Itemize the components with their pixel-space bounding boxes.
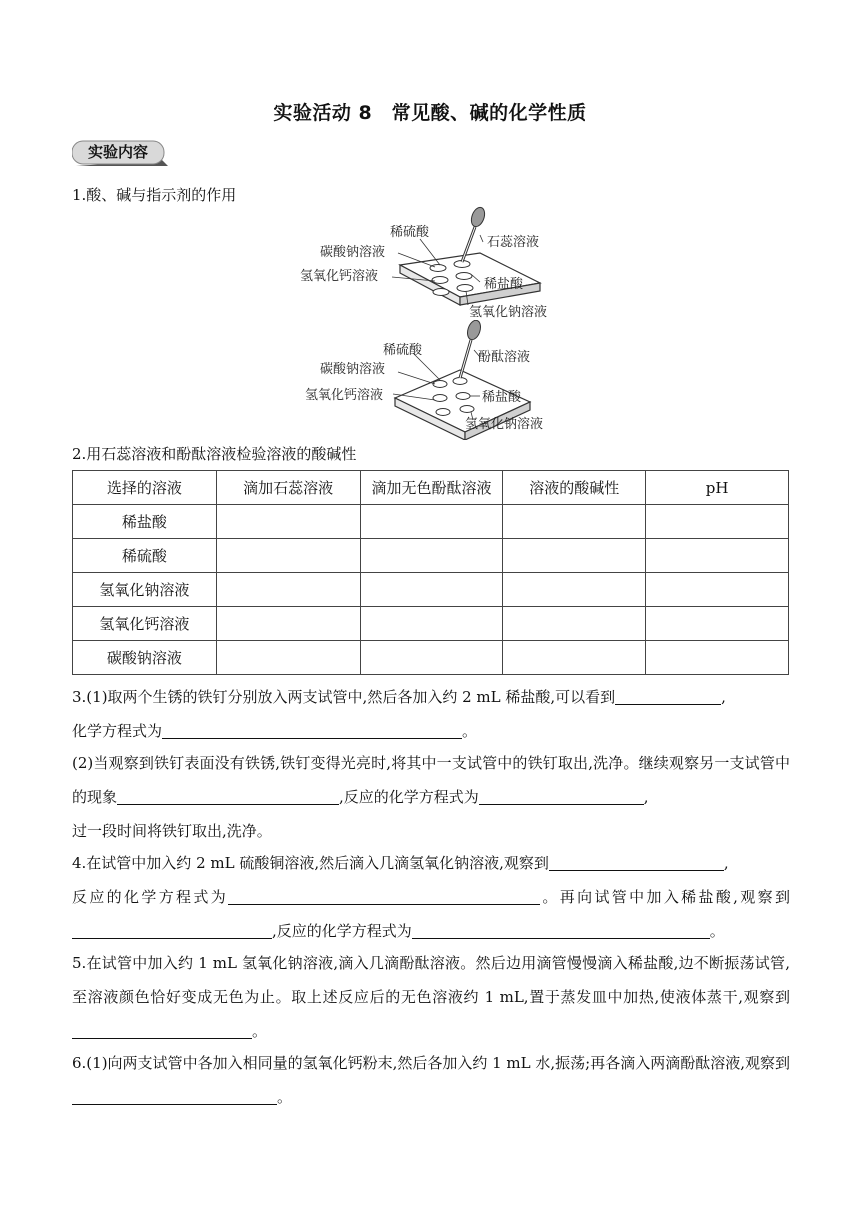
table-header: 滴加石蕊溶液 [216, 471, 360, 505]
answer-blank[interactable] [228, 886, 540, 905]
empty-answer-cell[interactable] [503, 641, 646, 675]
label-sodium-hydroxide: 氢氧化钠溶液 [469, 305, 548, 320]
section-badge-label: 实验内容 [87, 143, 148, 161]
punctuation: , [723, 854, 729, 872]
punctuation: 。 [252, 1022, 268, 1040]
spot-plate-litmus-figure [290, 205, 580, 325]
dropper-icon [460, 320, 483, 378]
punctuation: , [721, 688, 726, 706]
empty-answer-cell[interactable] [216, 573, 360, 607]
question-3-1 [72, 680, 790, 748]
solution-name-cell: 氢氧化钙溶液 [73, 607, 217, 641]
solution-name-cell: 稀硫酸 [73, 539, 217, 573]
empty-answer-cell[interactable] [503, 539, 646, 573]
question-3-2 [72, 746, 790, 848]
question-text: ,反应的化学方程式为 [339, 788, 479, 806]
question-5 [72, 946, 790, 1048]
table-header-row [73, 471, 789, 505]
empty-answer-cell[interactable] [360, 641, 503, 675]
empty-answer-cell[interactable] [360, 573, 503, 607]
table-header: 溶液的酸碱性 [503, 471, 646, 505]
label-dilute-hydrochloric-acid: 稀盐酸 [482, 390, 522, 405]
empty-answer-cell[interactable] [503, 573, 646, 607]
label-dilute-sulfuric-acid: 稀硫酸 [390, 225, 430, 240]
empty-answer-cell[interactable] [646, 539, 789, 573]
punctuation: , [643, 788, 649, 806]
answer-blank[interactable] [117, 786, 339, 805]
question-text: 4.在试管中加入约 2 mL 硫酸铜溶液,然后滴入几滴氢氧化钠溶液,观察到 [72, 854, 549, 872]
question-text: 反应的化学方程式为 [72, 888, 229, 906]
answer-blank[interactable] [72, 1020, 252, 1039]
table-row [73, 539, 789, 573]
spot-plate-phenolphthalein-figure [295, 320, 585, 440]
empty-answer-cell[interactable] [216, 505, 360, 539]
answer-blank[interactable] [549, 852, 724, 871]
question-text: 5.在试管中加入约 1 mL 氢氧化钠溶液,滴入几滴酚酞溶液。然后边用滴管慢慢滴入稀盐酸,边不断振荡试管,至溶液颜色恰好变成无色为止。取上述反应后的无色溶液约 1 mL,置于蒸发皿中加热,使液体蒸干,观察到 [72, 954, 790, 1006]
table-header: 滴加无色酚酞溶液 [360, 471, 503, 505]
answer-blank[interactable] [72, 1086, 277, 1105]
page-title: 实验活动 8 常见酸、碱的化学性质 [273, 102, 587, 124]
empty-answer-cell[interactable] [646, 505, 789, 539]
empty-answer-cell[interactable] [216, 641, 360, 675]
empty-answer-cell[interactable] [360, 607, 503, 641]
label-phenolphthalein-solution: 酚酞溶液 [478, 350, 531, 365]
solution-name-cell: 氢氧化钠溶液 [73, 573, 217, 607]
answer-blank[interactable] [412, 920, 710, 939]
punctuation: 。 [462, 722, 478, 740]
label-litmus-solution: 石蕊溶液 [487, 235, 540, 250]
answer-blank[interactable] [72, 920, 272, 939]
label-calcium-hydroxide: 氢氧化钙溶液 [300, 269, 379, 284]
solution-name-cell: 碳酸钠溶液 [73, 641, 217, 675]
empty-answer-cell[interactable] [216, 539, 360, 573]
label-sodium-carbonate: 碳酸钠溶液 [320, 362, 386, 377]
label-dilute-hydrochloric-acid: 稀盐酸 [484, 277, 524, 292]
label-dilute-sulfuric-acid: 稀硫酸 [383, 343, 423, 358]
question-text: ,反应的化学方程式为 [272, 922, 412, 940]
empty-answer-cell[interactable] [646, 607, 789, 641]
empty-answer-cell[interactable] [360, 505, 503, 539]
table-row [73, 505, 789, 539]
question-text: 过一段时间将铁钉取出,洗净。 [72, 822, 272, 840]
label-sodium-hydroxide: 氢氧化钠溶液 [465, 417, 544, 432]
table-row [73, 573, 789, 607]
question-6-1 [72, 1046, 790, 1114]
label-sodium-carbonate: 碳酸钠溶液 [320, 245, 386, 260]
question-text: (2)当观察到铁钉表面没有铁锈,铁钉变得光亮时,将其中一支试管中的铁钉取出,洗净。继续观察另一支试管中的现象 [72, 754, 790, 806]
empty-answer-cell[interactable] [216, 607, 360, 641]
question-text: 3.(1)取两个生锈的铁钉分别放入两支试管中,然后各加入约 2 mL 稀盐酸,可以看到 [72, 688, 616, 706]
empty-answer-cell[interactable] [646, 573, 789, 607]
question-text: 化学方程式为 [72, 722, 163, 740]
question-text: 。再向试管中加入稀盐酸,观察到 [540, 888, 790, 906]
empty-answer-cell[interactable] [503, 505, 646, 539]
empty-answer-cell[interactable] [503, 607, 646, 641]
table-header: 选择的溶液 [73, 471, 217, 505]
acid-base-table [72, 470, 789, 675]
question-text: 6.(1)向两支试管中各加入相同量的氢氧化钙粉末,然后各加入约 1 mL 水,振荡;再各滴入两滴酚酞溶液,观察到 [72, 1054, 790, 1072]
punctuation: 。 [277, 1088, 293, 1106]
table-header: pH [646, 471, 789, 505]
table-row [73, 607, 789, 641]
answer-blank[interactable] [162, 720, 462, 739]
item-2-heading: 2.用石蕊溶液和酚酞溶液检验溶液的酸碱性 [72, 445, 357, 463]
section-badge [72, 140, 170, 168]
answer-blank[interactable] [615, 686, 721, 705]
item-1-heading: 1.酸、碱与指示剂的作用 [72, 186, 237, 204]
table-row [73, 641, 789, 675]
empty-answer-cell[interactable] [646, 641, 789, 675]
label-calcium-hydroxide: 氢氧化钙溶液 [305, 388, 384, 403]
solution-name-cell: 稀盐酸 [73, 505, 217, 539]
empty-answer-cell[interactable] [360, 539, 503, 573]
answer-blank[interactable] [479, 786, 644, 805]
punctuation: 。 [709, 922, 725, 940]
question-4 [72, 846, 790, 948]
